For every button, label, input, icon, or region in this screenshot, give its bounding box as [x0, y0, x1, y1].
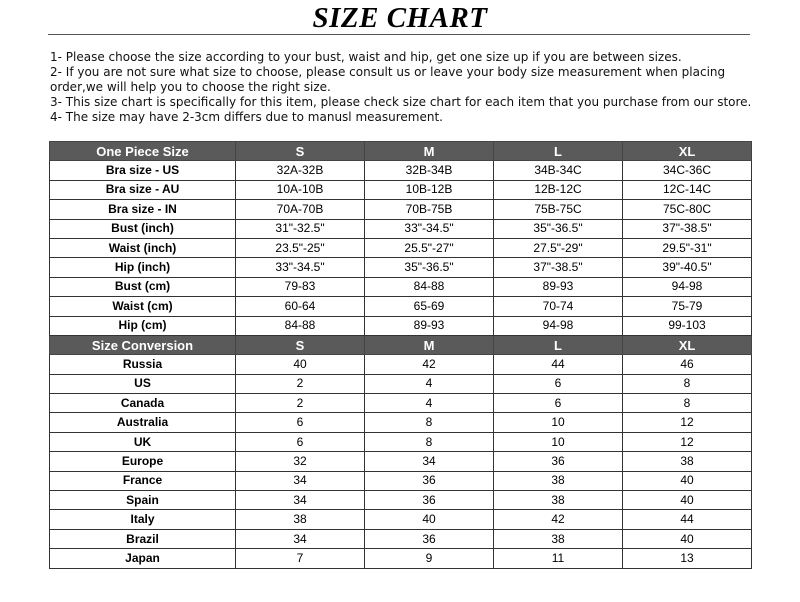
table-row — [50, 491, 752, 510]
size-value: 6 — [494, 394, 623, 413]
row-label: Spain — [50, 491, 236, 510]
size-value: 75B-75C — [494, 200, 623, 219]
size-value: 37"-38.5" — [623, 219, 752, 238]
size-value: 11 — [494, 549, 623, 568]
size-value: 12B-12C — [494, 180, 623, 199]
size-value: 75C-80C — [623, 200, 752, 219]
table-row — [50, 529, 752, 548]
size-value: 13 — [623, 549, 752, 568]
size-value: 99-103 — [623, 316, 752, 335]
size-column-header: M — [365, 142, 494, 161]
table-row — [50, 161, 752, 180]
size-column-header: M — [365, 335, 494, 354]
size-value: 40 — [623, 491, 752, 510]
size-value: 70B-75B — [365, 200, 494, 219]
size-column-header: S — [236, 142, 365, 161]
note-3: 3- This size chart is specifically for this item, please check size chart for each item that you purchase from our store. — [50, 95, 752, 109]
table-row — [50, 200, 752, 219]
size-value: 10A-10B — [236, 180, 365, 199]
size-value: 39"-40.5" — [623, 258, 752, 277]
table-row — [50, 277, 752, 296]
size-value: 60-64 — [236, 297, 365, 316]
size-value: 27.5"-29" — [494, 238, 623, 257]
size-value: 70-74 — [494, 297, 623, 316]
size-conversion-header — [50, 335, 752, 354]
size-value: 34 — [236, 529, 365, 548]
row-label: Hip (cm) — [50, 316, 236, 335]
size-column-header: L — [494, 335, 623, 354]
size-column-header: L — [494, 142, 623, 161]
size-chart-table — [49, 141, 752, 569]
size-value: 34 — [236, 471, 365, 490]
size-value: 44 — [623, 510, 752, 529]
size-value: 36 — [494, 452, 623, 471]
row-label: Canada — [50, 394, 236, 413]
row-label: Waist (cm) — [50, 297, 236, 316]
table-row — [50, 316, 752, 335]
size-value: 25.5"-27" — [365, 238, 494, 257]
table-row — [50, 432, 752, 451]
row-label: Bust (cm) — [50, 277, 236, 296]
size-value: 36 — [365, 471, 494, 490]
table-row — [50, 297, 752, 316]
size-chart-body — [50, 142, 752, 569]
size-value: 38 — [494, 471, 623, 490]
row-label: Waist (inch) — [50, 238, 236, 257]
table-row — [50, 374, 752, 393]
size-value: 46 — [623, 355, 752, 374]
table-row — [50, 219, 752, 238]
size-value: 4 — [365, 394, 494, 413]
size-value: 94-98 — [494, 316, 623, 335]
size-value: 29.5"-31" — [623, 238, 752, 257]
size-value: 8 — [623, 374, 752, 393]
size-value: 12C-14C — [623, 180, 752, 199]
row-label: Europe — [50, 452, 236, 471]
table-row — [50, 413, 752, 432]
title-divider — [48, 34, 750, 35]
size-value: 31"-32.5" — [236, 219, 365, 238]
size-notes — [50, 50, 760, 125]
size-value: 12 — [623, 432, 752, 451]
size-value: 65-69 — [365, 297, 494, 316]
size-value: 36 — [365, 491, 494, 510]
size-column-header: XL — [623, 335, 752, 354]
size-value: 84-88 — [236, 316, 365, 335]
size-value: 35"-36.5" — [494, 219, 623, 238]
row-label: Hip (inch) — [50, 258, 236, 277]
row-label: Italy — [50, 510, 236, 529]
section-title: One Piece Size — [50, 142, 236, 161]
size-column-header: S — [236, 335, 365, 354]
size-value: 23.5"-25" — [236, 238, 365, 257]
size-value: 34 — [365, 452, 494, 471]
row-label: France — [50, 471, 236, 490]
size-value: 37"-38.5" — [494, 258, 623, 277]
size-value: 38 — [494, 491, 623, 510]
size-value: 35"-36.5" — [365, 258, 494, 277]
size-value: 84-88 — [365, 277, 494, 296]
row-label: Bra size - IN — [50, 200, 236, 219]
size-value: 44 — [494, 355, 623, 374]
size-value: 7 — [236, 549, 365, 568]
note-4: 4- The size may have 2-3cm differs due to manusl measurement. — [50, 110, 443, 124]
size-value: 6 — [236, 432, 365, 451]
row-label: UK — [50, 432, 236, 451]
one-piece-size-header — [50, 142, 752, 161]
note-2: 2- If you are not sure what size to choose, please consult us or leave your body size measurement when placing order,we will help you to choose the right size. — [50, 65, 726, 94]
size-value: 89-93 — [365, 316, 494, 335]
row-label: Bra size - AU — [50, 180, 236, 199]
size-value: 40 — [623, 529, 752, 548]
size-value: 94-98 — [623, 277, 752, 296]
size-value: 34C-36C — [623, 161, 752, 180]
size-value: 33"-34.5" — [236, 258, 365, 277]
size-value: 70A-70B — [236, 200, 365, 219]
size-value: 34B-34C — [494, 161, 623, 180]
size-value: 42 — [365, 355, 494, 374]
size-value: 89-93 — [494, 277, 623, 296]
row-label: Japan — [50, 549, 236, 568]
size-value: 9 — [365, 549, 494, 568]
table-row — [50, 452, 752, 471]
size-value: 40 — [623, 471, 752, 490]
size-value: 8 — [623, 394, 752, 413]
size-value: 38 — [236, 510, 365, 529]
size-value: 32B-34B — [365, 161, 494, 180]
size-value: 42 — [494, 510, 623, 529]
table-row — [50, 180, 752, 199]
row-label: Russia — [50, 355, 236, 374]
size-value: 40 — [365, 510, 494, 529]
size-value: 6 — [236, 413, 365, 432]
size-value: 75-79 — [623, 297, 752, 316]
table-row — [50, 355, 752, 374]
size-value: 12 — [623, 413, 752, 432]
size-value: 33"-34.5" — [365, 219, 494, 238]
table-row — [50, 471, 752, 490]
size-value: 40 — [236, 355, 365, 374]
table-row — [50, 394, 752, 413]
size-value: 10 — [494, 432, 623, 451]
size-value: 32 — [236, 452, 365, 471]
size-value: 2 — [236, 394, 365, 413]
table-row — [50, 510, 752, 529]
section-title: Size Conversion — [50, 335, 236, 354]
table-row — [50, 258, 752, 277]
size-value: 6 — [494, 374, 623, 393]
size-value: 8 — [365, 413, 494, 432]
row-label: Bust (inch) — [50, 219, 236, 238]
row-label: Australia — [50, 413, 236, 432]
table-row — [50, 238, 752, 257]
size-value: 32A-32B — [236, 161, 365, 180]
size-value: 2 — [236, 374, 365, 393]
size-value: 8 — [365, 432, 494, 451]
size-value: 38 — [623, 452, 752, 471]
size-value: 4 — [365, 374, 494, 393]
size-value: 79-83 — [236, 277, 365, 296]
size-value: 38 — [494, 529, 623, 548]
size-value: 10 — [494, 413, 623, 432]
size-value: 36 — [365, 529, 494, 548]
note-1: 1- Please choose the size according to your bust, waist and hip, get one size up if you are between sizes. — [50, 50, 682, 64]
size-value: 34 — [236, 491, 365, 510]
row-label: US — [50, 374, 236, 393]
table-row — [50, 549, 752, 568]
size-column-header: XL — [623, 142, 752, 161]
size-value: 10B-12B — [365, 180, 494, 199]
page-title: SIZE CHART — [312, 2, 488, 34]
row-label: Brazil — [50, 529, 236, 548]
row-label: Bra size - US — [50, 161, 236, 180]
